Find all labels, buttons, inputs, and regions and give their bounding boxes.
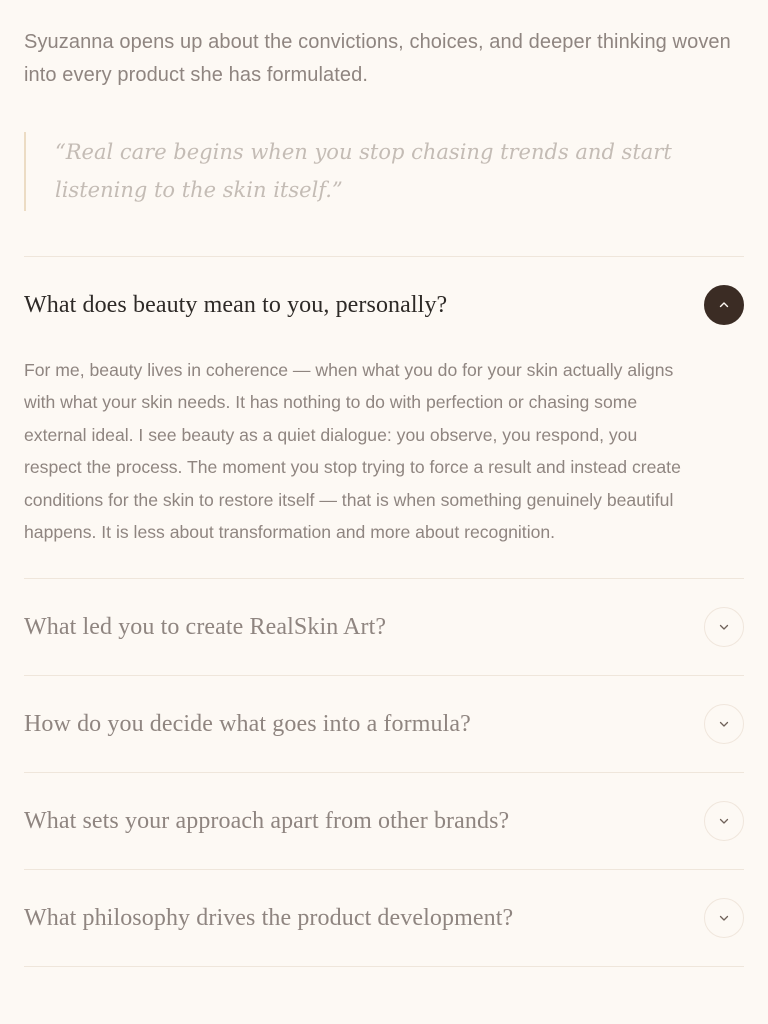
faq-answer: For me, beauty lives in coherence — when what you do for your skin actually aligns with what your skin needs. It has nothing to do with perfection or chasing some external ideal. I see beauty as a quiet dialogue: you observe, you respond, you respect the process. The moment you stop trying to force a result and instead create conditions for the skin to restore itself — that is when something genuinely beautiful happens. It is less about transformation and more about recognition. (24, 360, 681, 543)
faq-question-button[interactable] (24, 579, 744, 675)
faq-question-button[interactable] (24, 773, 744, 869)
toggle-button[interactable] (704, 704, 744, 744)
faq-item (24, 256, 744, 578)
intro-text: Syuzanna opens up about the convictions, choices, and deeper thinking woven into every product she has formulated. (24, 31, 731, 86)
faq-item (24, 578, 744, 675)
chevron-down-icon (718, 815, 730, 827)
faq-accordion (24, 256, 744, 967)
toggle-button[interactable] (704, 285, 744, 325)
chevron-up-icon (718, 299, 730, 311)
faq-question-button[interactable] (24, 257, 744, 353)
faq-question: What led you to create RealSkin Art? (24, 613, 387, 640)
pull-quote (24, 132, 744, 211)
toggle-button[interactable] (704, 607, 744, 647)
faq-question-button[interactable] (24, 676, 744, 772)
faq-question: How do you decide what goes into a formula? (24, 710, 471, 737)
chevron-down-icon (718, 912, 730, 924)
chevron-down-icon (718, 621, 730, 633)
chevron-down-icon (718, 718, 730, 730)
faq-question-button[interactable] (24, 870, 744, 966)
faq-question: What philosophy drives the product development? (24, 904, 514, 931)
faq-item (24, 772, 744, 869)
pull-quote-text: “Real care begins when you stop chasing trends and start listening to the skin itself.” (55, 140, 672, 202)
faq-question: What does beauty mean to you, personally? (24, 291, 448, 318)
faq-question: What sets your approach apart from other brands? (24, 807, 510, 834)
faq-item (24, 675, 744, 772)
toggle-button[interactable] (704, 801, 744, 841)
toggle-button[interactable] (704, 898, 744, 938)
faq-item (24, 869, 744, 967)
